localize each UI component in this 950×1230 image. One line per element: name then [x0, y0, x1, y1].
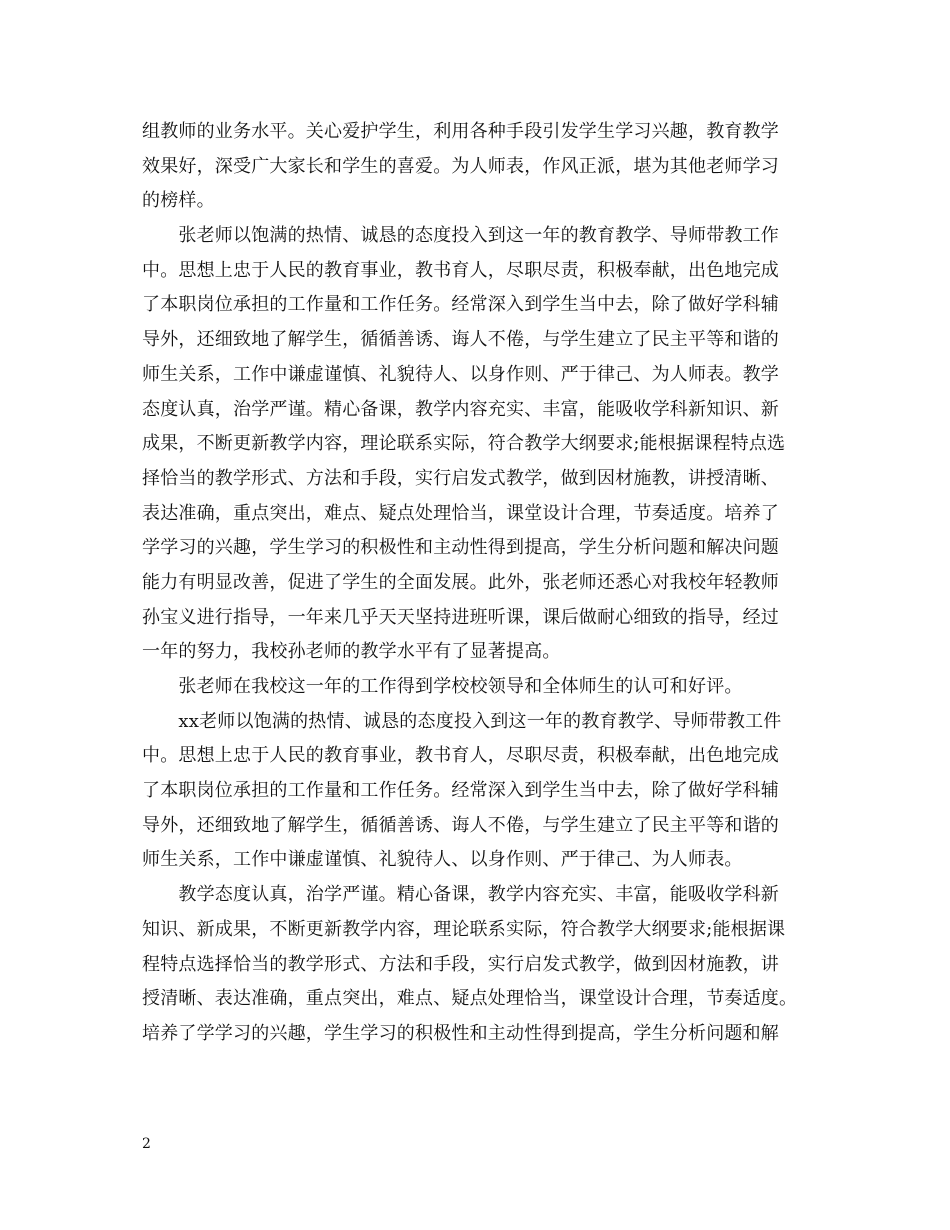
text-line: 能力有明显改善，促进了学生的全面发展。此外，张老师还悉心对我校年轻教师	[142, 571, 779, 593]
text-line: 师生关系，工作中谦虚谨慎、礼貌待人、以身作则、严于律己、为人师表。	[142, 849, 743, 871]
text-line: 效果好，深受广大家长和学生的喜爱。为人师表，作风正派，堪为其他老师学习	[142, 155, 779, 177]
text-line: 程特点选择恰当的教学形式、方法和手段，实行启发式教学，做到因材施教，讲	[142, 953, 779, 975]
text-line: 师生关系，工作中谦虚谨慎、礼貌待人、以身作则、严于律己、为人师表。教学	[142, 363, 779, 385]
text-line: 组教师的业务水平。关心爱护学生，利用各种手段引发学生学习兴趣，教育教学	[142, 121, 779, 142]
text-line: 培养了学学习的兴趣，学生学习的积极性和主动性得到提高，学生分析问题和解	[142, 1022, 779, 1044]
text-line: 授清晰、表达准确，重点突出，难点、疑点处理恰当，课堂设计合理，节奏适度。	[142, 988, 798, 1010]
text-line: 了本职岗位承担的工作量和工作任务。经常深入到学生当中去，除了做好学科辅	[142, 294, 779, 316]
text-line: 中。思想上忠于人民的教育事业，教书育人，尽职尽责，积极奉献，出色地完成	[142, 745, 779, 767]
text-line: 中。思想上忠于人民的教育事业，教书育人，尽职尽责，积极奉献，出色地完成	[142, 259, 779, 281]
text-line: xx老师以饱满的热情、诚恳的态度投入到这一年的教育教学、导师带教工件	[142, 710, 782, 732]
text-line: 孙宝义进行指导，一年来几乎天天坚持进班听课，课后做耐心细致的指导，经过	[142, 606, 779, 628]
text-line: 成果，不断更新教学内容，理论联系实际，符合教学大纲要求;能根据课程特点选	[142, 433, 786, 455]
text-line: 教学态度认真，治学严谨。精心备课，教学内容充实、丰富，能吸收学科新	[142, 884, 779, 906]
text-line: 表达准确，重点突出，难点、疑点处理恰当，课堂设计合理，节奏适度。培养了	[142, 502, 779, 524]
text-line: 一年的努力，我校孙老师的教学水平有了显著提高。	[142, 641, 561, 663]
document-body	[142, 115, 812, 1052]
text-line: 导外，还细致地了解学生，循循善诱、诲人不倦，与学生建立了民主平等和谐的	[142, 814, 779, 836]
text-line: 导外，还细致地了解学生，循循善诱、诲人不倦，与学生建立了民主平等和谐的	[142, 329, 779, 351]
text-line: 张老师以饱满的热情、诚恳的态度投入到这一年的教育教学、导师带教工作	[142, 225, 779, 247]
text-line: 了本职岗位承担的工作量和工作任务。经常深入到学生当中去，除了做好学科辅	[142, 780, 779, 802]
page-number: 2	[142, 1136, 151, 1152]
text-line: 的榜样。	[142, 190, 215, 212]
text-line: 知识、新成果，不断更新教学内容，理论联系实际，符合教学大纲要求;能根据课	[142, 918, 786, 940]
text-line: 态度认真，治学严谨。精心备课，教学内容充实、丰富，能吸收学科新知识、新	[142, 398, 779, 420]
text-line: 学学习的兴趣，学生学习的积极性和主动性得到提高，学生分析问题和解决问题	[142, 537, 779, 559]
text-line: 择恰当的教学形式、方法和手段，实行启发式教学，做到因材施教，讲授清晰、	[142, 467, 779, 489]
text-line: 张老师在我校这一年的工作得到学校校领导和全体师生的认可和好评。	[142, 676, 743, 697]
